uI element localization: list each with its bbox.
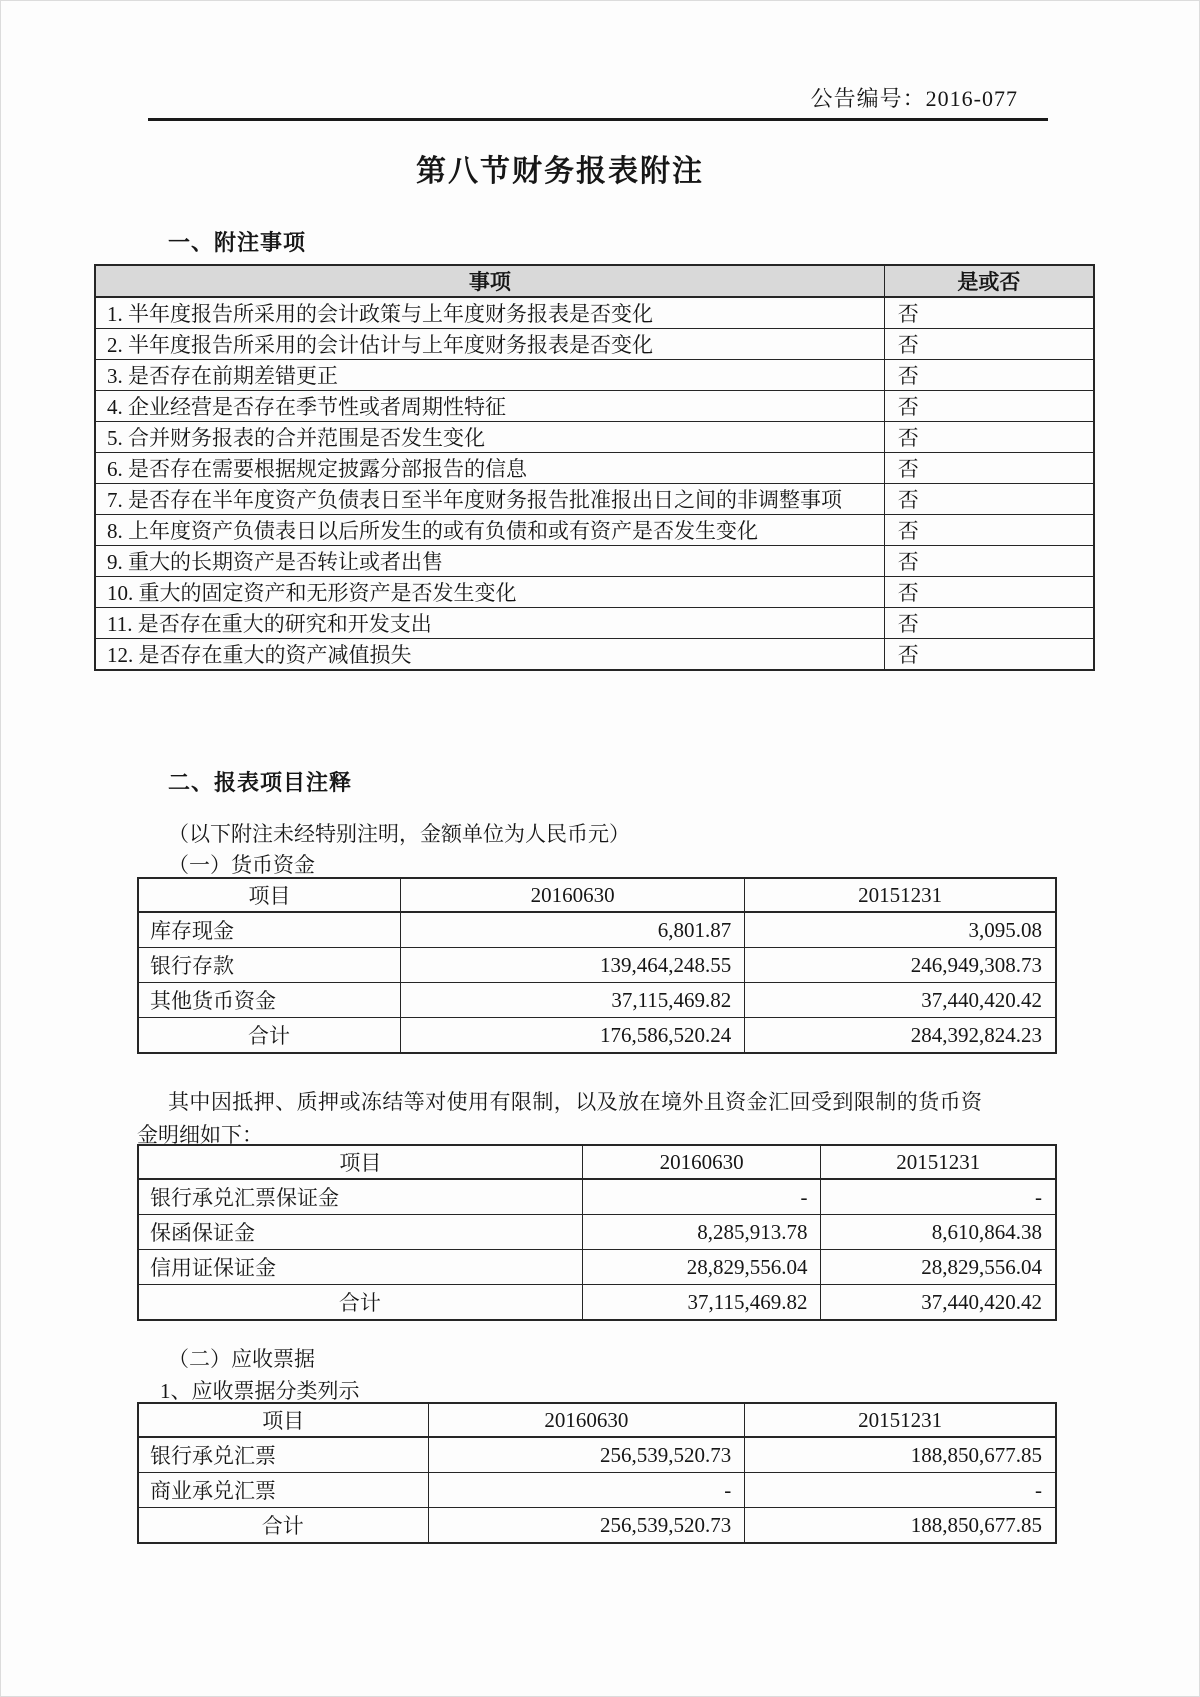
- answer-cell: 否: [884, 546, 1094, 577]
- subsection-heading-notes-receivable: （二）应收票据: [168, 1347, 315, 1371]
- item-cell: 其他货币资金: [138, 983, 401, 1018]
- notes-receivable-table: [137, 1402, 1057, 1544]
- value-cell: 37,440,420.42: [745, 983, 1056, 1018]
- item-cell: 8. 上年度资产负债表日以后所发生的或有负债和或有资产是否发生变化: [95, 515, 884, 546]
- table-row: [138, 1179, 1056, 1215]
- value-cell: 188,850,677.85: [745, 1508, 1056, 1544]
- item-cell: 库存现金: [138, 912, 401, 948]
- table-row: [95, 639, 1094, 671]
- monetary-funds-table: [137, 877, 1057, 1054]
- value-cell: 6,801.87: [401, 912, 745, 948]
- col-header-item: 项目: [138, 1403, 428, 1437]
- value-cell: 28,829,556.04: [821, 1250, 1056, 1285]
- table-row: [95, 422, 1094, 453]
- answer-cell: 否: [884, 297, 1094, 329]
- value-cell: 8,610,864.38: [821, 1215, 1056, 1250]
- value-cell: 28,829,556.04: [582, 1250, 821, 1285]
- table-row: [138, 1250, 1056, 1285]
- table-row: [138, 1215, 1056, 1250]
- header-rule: [148, 118, 1048, 121]
- col-header-20160630: 20160630: [428, 1403, 745, 1437]
- table-row: [95, 329, 1094, 360]
- col-header-20160630: 20160630: [401, 878, 745, 912]
- value-cell: 37,440,420.42: [821, 1285, 1056, 1321]
- table-row: [138, 1437, 1056, 1473]
- restricted-funds-table: [137, 1144, 1057, 1321]
- value-cell: 256,539,520.73: [428, 1508, 745, 1544]
- announcement-number: 公告编号：2016-077: [810, 86, 1018, 111]
- item-cell: 12. 是否存在重大的资产减值损失: [95, 639, 884, 671]
- total-row: [138, 1285, 1056, 1321]
- table-header-row: [138, 878, 1056, 912]
- item-cell: 5. 合并财务报表的合并范围是否发生变化: [95, 422, 884, 453]
- item-cell: 11. 是否存在重大的研究和开发支出: [95, 608, 884, 639]
- table-header-row: [138, 1145, 1056, 1179]
- table-row: [95, 608, 1094, 639]
- value-cell: 176,586,520.24: [401, 1018, 745, 1054]
- item-cell: 1. 半年度报告所采用的会计政策与上年度财务报表是否变化: [95, 297, 884, 329]
- notes-receivable-subheading: 1、应收票据分类列示: [160, 1379, 360, 1403]
- value-cell: 256,539,520.73: [428, 1437, 745, 1473]
- restricted-funds-note: 其中因抵押、质押或冻结等对使用有限制，以及放在境外且资金汇回受到限制的货币资金明细如下：: [137, 1090, 982, 1147]
- value-cell: 37,115,469.82: [401, 983, 745, 1018]
- table-row: [95, 360, 1094, 391]
- item-cell: 4. 企业经营是否存在季节性或者周期性特征: [95, 391, 884, 422]
- item-cell: 10. 重大的固定资产和无形资产是否发生变化: [95, 577, 884, 608]
- item-cell: 保函保证金: [138, 1215, 582, 1250]
- col-header-item: 事项: [95, 265, 884, 297]
- col-header-item: 项目: [138, 1145, 582, 1179]
- answer-cell: 否: [884, 515, 1094, 546]
- value-cell: 3,095.08: [745, 912, 1056, 948]
- answer-cell: 否: [884, 639, 1094, 671]
- total-row: [138, 1018, 1056, 1054]
- table-row: [138, 1473, 1056, 1508]
- table-row: [138, 983, 1056, 1018]
- item-cell: 商业承兑汇票: [138, 1473, 428, 1508]
- answer-cell: 否: [884, 360, 1094, 391]
- table-row: [95, 391, 1094, 422]
- col-header-20151231: 20151231: [745, 1403, 1056, 1437]
- item-cell: 信用证保证金: [138, 1250, 582, 1285]
- value-cell: -: [582, 1179, 821, 1215]
- table-row: [95, 577, 1094, 608]
- answer-cell: 否: [884, 484, 1094, 515]
- value-cell: -: [745, 1473, 1056, 1508]
- item-cell: 银行承兑汇票: [138, 1437, 428, 1473]
- col-header-item: 项目: [138, 878, 401, 912]
- total-row: [138, 1508, 1056, 1544]
- item-cell: 6. 是否存在需要根据规定披露分部报告的信息: [95, 453, 884, 484]
- item-cell: 7. 是否存在半年度资产负债表日至半年度财务报告批准报出日之间的非调整事项: [95, 484, 884, 515]
- table-row: [95, 515, 1094, 546]
- table-header-row: [138, 1403, 1056, 1437]
- total-label-cell: 合计: [138, 1508, 428, 1544]
- answer-cell: 否: [884, 577, 1094, 608]
- notes-table: [94, 264, 1095, 671]
- total-label-cell: 合计: [138, 1285, 582, 1321]
- value-cell: 139,464,248.55: [401, 948, 745, 983]
- table-row: [95, 453, 1094, 484]
- item-cell: 银行承兑汇票保证金: [138, 1179, 582, 1215]
- value-cell: 8,285,913.78: [582, 1215, 821, 1250]
- col-header-20160630: 20160630: [582, 1145, 821, 1179]
- unit-note: （以下附注未经特别注明，金额单位为人民币元）: [168, 822, 630, 846]
- value-cell: 188,850,677.85: [745, 1437, 1056, 1473]
- item-cell: 3. 是否存在前期差错更正: [95, 360, 884, 391]
- value-cell: 37,115,469.82: [582, 1285, 821, 1321]
- answer-cell: 否: [884, 422, 1094, 453]
- answer-cell: 否: [884, 391, 1094, 422]
- value-cell: -: [428, 1473, 745, 1508]
- table-row: [138, 948, 1056, 983]
- section-heading-notes: 一、附注事项: [168, 230, 307, 255]
- page-title: 第八节财务报表附注: [416, 155, 704, 188]
- table-row: [95, 297, 1094, 329]
- section-heading-items: 二、报表项目注释: [168, 770, 353, 795]
- answer-cell: 否: [884, 329, 1094, 360]
- col-header-20151231: 20151231: [821, 1145, 1056, 1179]
- col-header-answer: 是或否: [884, 265, 1094, 297]
- item-cell: 9. 重大的长期资产是否转让或者出售: [95, 546, 884, 577]
- table-row: [95, 546, 1094, 577]
- item-cell: 2. 半年度报告所采用的会计估计与上年度财务报表是否变化: [95, 329, 884, 360]
- value-cell: 284,392,824.23: [745, 1018, 1056, 1054]
- answer-cell: 否: [884, 453, 1094, 484]
- table-header-row: [95, 265, 1094, 297]
- total-label-cell: 合计: [138, 1018, 401, 1054]
- table-row: [95, 484, 1094, 515]
- col-header-20151231: 20151231: [745, 878, 1056, 912]
- value-cell: -: [821, 1179, 1056, 1215]
- value-cell: 246,949,308.73: [745, 948, 1056, 983]
- subsection-heading-monetary-funds: （一）货币资金: [168, 853, 315, 877]
- table-row: [138, 912, 1056, 948]
- item-cell: 银行存款: [138, 948, 401, 983]
- answer-cell: 否: [884, 608, 1094, 639]
